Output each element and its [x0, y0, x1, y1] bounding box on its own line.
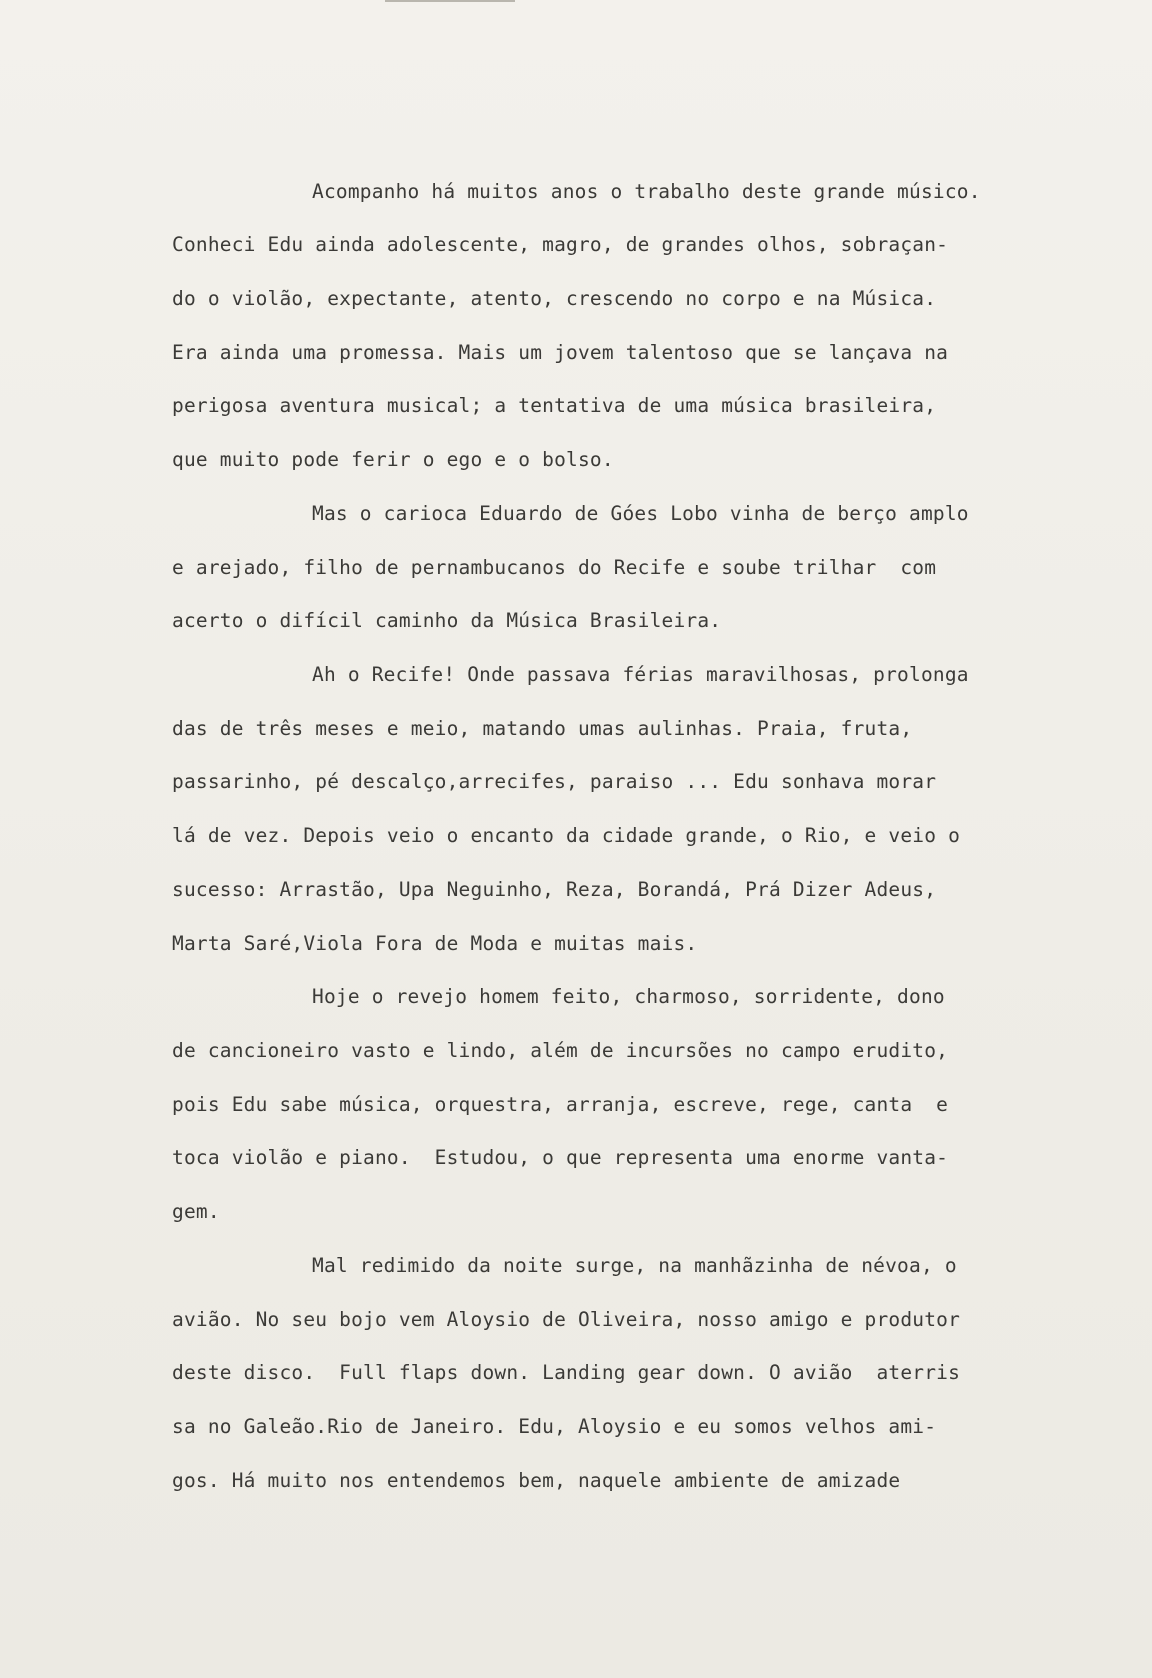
text-line: gos. Há muito nos entendemos bem, naquele ambiente de amizade	[172, 1469, 901, 1492]
text-line: sucesso: Arrastão, Upa Neguinho, Reza, Borandá, Prá Dizer Adeus,	[172, 878, 937, 901]
text-line: Marta Saré,Viola Fora de Moda e muitas mais.	[172, 932, 698, 955]
text-line: pois Edu sabe música, orquestra, arranja, escreve, rege, canta e	[172, 1093, 949, 1116]
text-line: deste disco. Full flaps down. Landing gear down. O avião aterris	[172, 1361, 961, 1384]
text-line: gem.	[172, 1200, 220, 1223]
text-line: passarinho, pé descalço,arrecifes, paraiso ... Edu sonhava morar	[172, 770, 937, 793]
text-line: de cancioneiro vasto e lindo, além de incursões no campo erudito,	[172, 1039, 949, 1062]
text-line: toca violão e piano. Estudou, o que representa uma enorme vanta-	[172, 1146, 949, 1169]
text-line: Era ainda uma promessa. Mais um jovem talentoso que se lançava na	[172, 341, 949, 364]
text-line: e arejado, filho de pernambucanos do Recife e soube trilhar com	[172, 556, 937, 579]
text-line: avião. No seu bojo vem Aloysio de Oliveira, nosso amigo e produtor	[172, 1308, 961, 1331]
top-edge-mark	[385, 0, 515, 2]
text-line: sa no Galeão.Rio de Janeiro. Edu, Aloysio e eu somos velhos ami-	[172, 1415, 937, 1438]
text-line: Ah o Recife! Onde passava férias maravilhosas, prolonga	[312, 663, 969, 686]
text-line: Acompanho há muitos anos o trabalho deste grande músico.	[312, 180, 981, 203]
text-line: acerto o difícil caminho da Música Brasileira.	[172, 609, 722, 632]
text-line: Mal redimido da noite surge, na manhãzinha de névoa, o	[312, 1254, 957, 1277]
text-line: Hoje o revejo homem feito, charmoso, sorridente, dono	[312, 985, 945, 1008]
text-line: perigosa aventura musical; a tentativa de uma música brasileira,	[172, 394, 937, 417]
text-line: Conheci Edu ainda adolescente, magro, de grandes olhos, sobraçan-	[172, 233, 949, 256]
text-line: lá de vez. Depois veio o encanto da cidade grande, o Rio, e veio o	[172, 824, 961, 847]
text-line: das de três meses e meio, matando umas aulinhas. Praia, fruta,	[172, 717, 913, 740]
text-line: Mas o carioca Eduardo de Góes Lobo vinha de berço amplo	[312, 502, 969, 525]
text-line: que muito pode ferir o ego e o bolso.	[172, 448, 614, 471]
text-line: do o violão, expectante, atento, crescendo no corpo e na Música.	[172, 287, 937, 310]
